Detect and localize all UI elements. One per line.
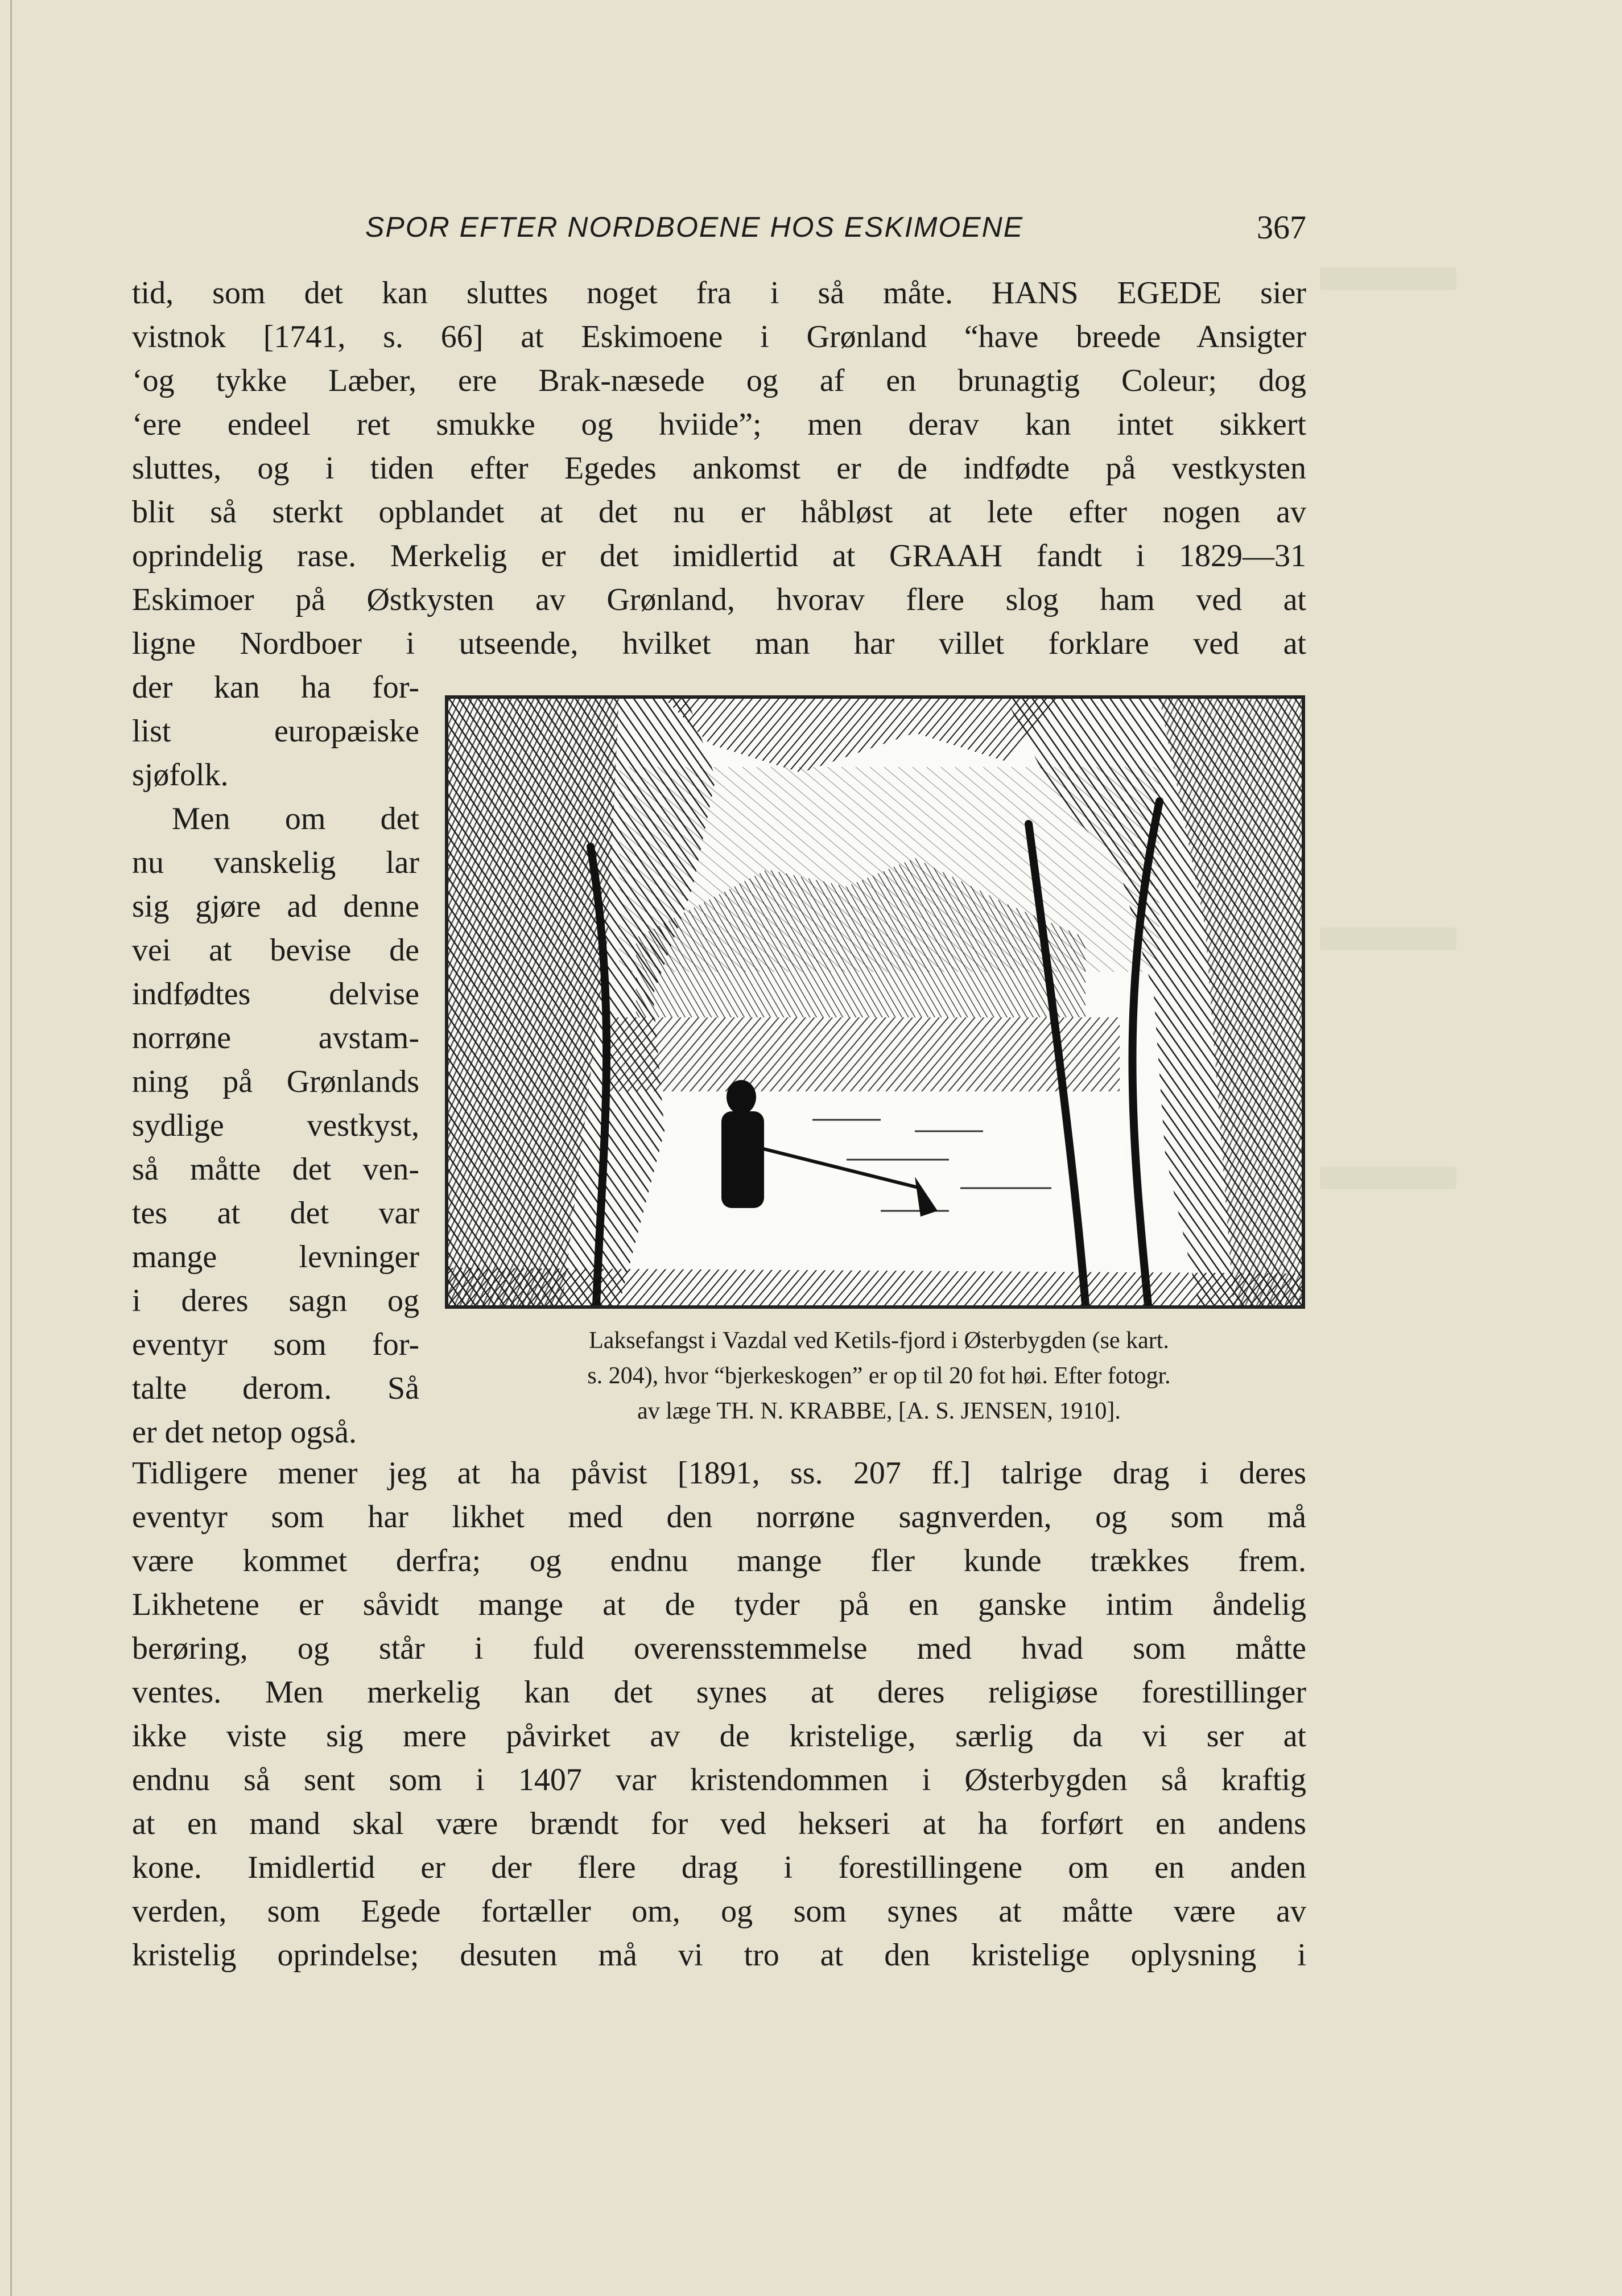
text-line: være kommet derfra; og endnu mange fler kunde trækkes frem.	[132, 1543, 1306, 1578]
text-line: Men om det	[172, 801, 419, 836]
text-line: kristelig oprindelse; desuten må vi tro at den kristelige oplysning i	[132, 1938, 1306, 1973]
text-line: Likhetene er såvidt mange at de tyder på en ganske intim åndelig	[132, 1587, 1306, 1622]
page-number: 367	[1257, 209, 1306, 246]
text-line: talte derom. Så	[132, 1371, 419, 1406]
text-line: sydlige vestkyst,	[132, 1108, 419, 1143]
text-line: sig gjøre ad denne	[132, 889, 419, 924]
text-line: er det netop også.	[132, 1415, 357, 1450]
text-line: list europæiske	[132, 714, 419, 749]
text-line: verden, som Egede fortæller om, og som synes at måtte være av	[132, 1894, 1306, 1929]
text-line: ‘ere endeel ret smukke og hviide”; men derav kan intet sikkert	[132, 407, 1306, 442]
text-line: oprindelig rase. Merkelig er det imidlertid at GRAAH fandt i 1829—31	[132, 538, 1306, 574]
text-line: Tidligere mener jeg at ha påvist [1891, ss. 207 ff.] talrige drag i deres	[132, 1456, 1306, 1491]
text-line: berøring, og står i fuld overensstemmelse med hvad som måtte	[132, 1631, 1306, 1666]
text-line: at en mand skal være brændt for ved hekseri at ha forført en andens	[132, 1806, 1306, 1841]
text-line: norrøne avstam-	[132, 1020, 419, 1056]
text-line: eventyr som for-	[132, 1327, 419, 1362]
running-head	[132, 208, 1306, 248]
text-line: tid, som det kan sluttes noget fra i så måte. HANS EGEDE sier	[132, 275, 1306, 311]
show-through-mark	[1320, 267, 1456, 290]
text-line: indfødtes delvise	[132, 976, 419, 1012]
text-line: sluttes, og i tiden efter Egedes ankomst er de indfødte på vestkysten	[132, 451, 1306, 486]
figure-illustration	[445, 695, 1305, 1309]
show-through-mark	[1320, 1166, 1456, 1189]
text-line: der kan ha for-	[132, 670, 419, 705]
text-line: endnu så sent som i 1407 var kristendommen i Østerbygden så kraftig	[132, 1762, 1306, 1798]
text-line: så måtte det ven-	[132, 1152, 419, 1187]
text-line: vistnok [1741, s. 66] at Eskimoene i Grønland “have breede Ansigter	[132, 319, 1306, 355]
woodcut-illustration	[448, 699, 1302, 1305]
text-line: vei at bevise de	[132, 933, 419, 968]
text-line: i deres sagn og	[132, 1283, 419, 1318]
figure-caption-line: av læge TH. N. KRABBE, [A. S. JENSEN, 1910].	[637, 1398, 1121, 1424]
figure-caption-line: Laksefangst i Vazdal ved Ketils-fjord i Østerbygden (se kart.	[589, 1328, 1169, 1354]
text-line: ‘og tykke Læber, ere Brak-næsede og af en brunagtig Coleur; dog	[132, 363, 1306, 398]
text-line: eventyr som har likhet med den norrøne sagnverden, og som må	[132, 1499, 1306, 1535]
text-line: blit så sterkt opblandet at det nu er håbløst at lete efter nogen av	[132, 494, 1306, 530]
figure-caption-line: s. 204), hvor “bjerkeskogen” er op til 20 fot høi. Efter fotogr.	[587, 1363, 1171, 1389]
text-line: sjøfolk.	[132, 757, 229, 793]
text-line: Eskimoer på Østkysten av Grønland, hvorav flere slog ham ved at	[132, 582, 1306, 617]
text-line: kone. Imidlertid er der flere drag i forestillingene om en anden	[132, 1850, 1306, 1885]
page-edge	[10, 0, 12, 2296]
running-title: SPOR EFTER NORDBOENE HOS ESKIMOENE	[365, 211, 1024, 243]
text-line: nu vanskelig lar	[132, 845, 419, 880]
show-through-mark	[1320, 928, 1456, 950]
text-line: tes at det var	[132, 1196, 419, 1231]
text-line: mange levninger	[132, 1239, 419, 1275]
text-line: ikke viste sig mere påvirket av de kristelige, særlig da vi ser at	[132, 1718, 1306, 1754]
text-line: ligne Nordboer i utseende, hvilket man har villet forklare ved at	[132, 626, 1306, 661]
text-line: ventes. Men merkelig kan det synes at deres religiøse forestillinger	[132, 1675, 1306, 1710]
text-line: ning på Grønlands	[132, 1064, 419, 1099]
